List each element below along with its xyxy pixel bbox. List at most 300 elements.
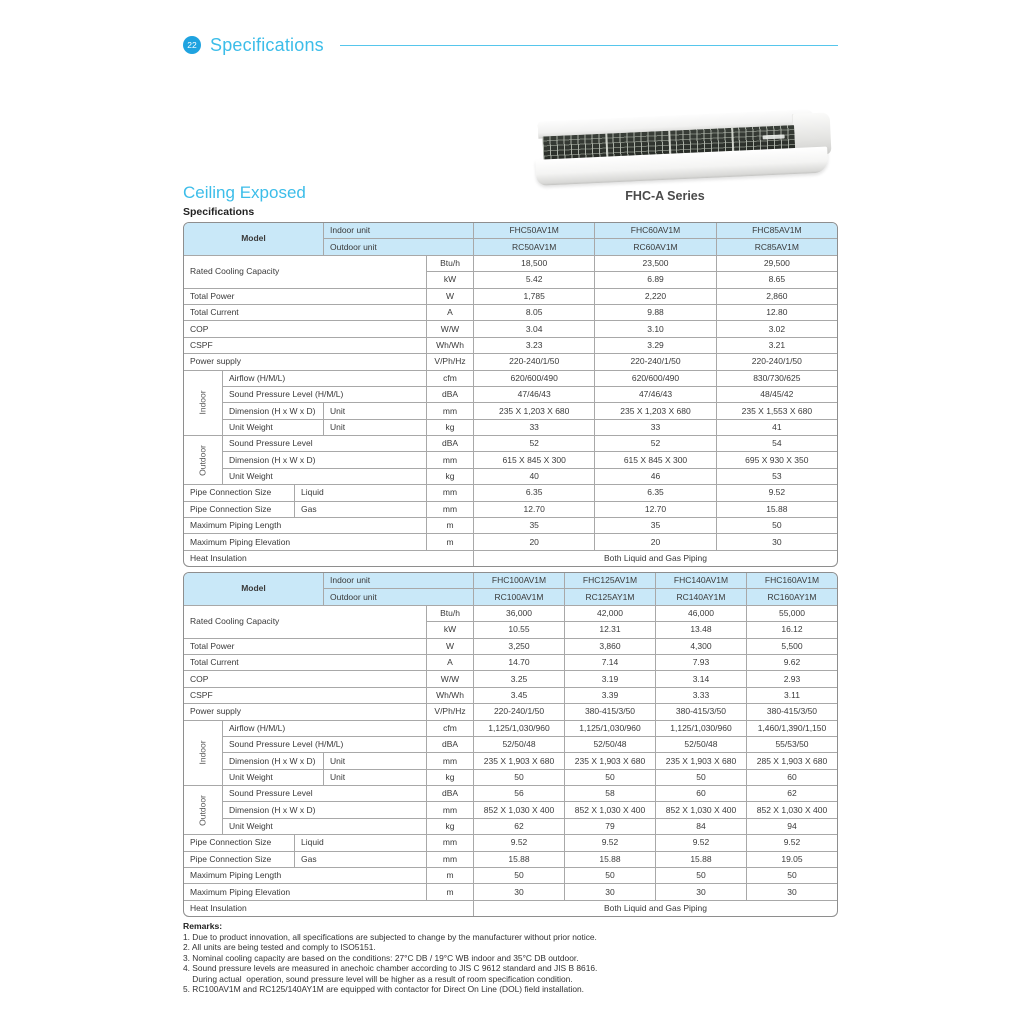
series-label: FHC-A Series (625, 189, 705, 203)
unit-cell: W (427, 638, 474, 654)
value-cell: 50 (565, 868, 656, 884)
table-row (184, 223, 838, 239)
remark-line: 1. Due to product innovation, all specifications are subjected to change by the manufacturer without prior notice. (183, 932, 597, 942)
value-cell: 55/53/50 (746, 736, 837, 752)
indoor-unit-header: Indoor unit (324, 573, 474, 589)
value-cell: 52/50/48 (565, 736, 656, 752)
brand-logo-mark (763, 134, 785, 139)
grille-divider (668, 131, 671, 156)
value-cell: 36,000 (474, 605, 565, 621)
outdoor-model-name: RC140AY1M (655, 589, 746, 605)
group-label: Indoor (197, 390, 208, 415)
row-label: Pipe Connection Size (184, 485, 295, 501)
value-cell: 7.14 (565, 654, 656, 670)
table-row (184, 337, 838, 353)
value-cell: 14.70 (474, 654, 565, 670)
spec-table-large-models (183, 572, 838, 917)
unit-cell: Btu/h (427, 605, 474, 621)
table-row (184, 304, 838, 320)
outdoor-unit-header: Outdoor unit (324, 239, 474, 255)
row-label: Maximum Piping Length (184, 868, 427, 884)
unit-cell: cfm (427, 370, 474, 386)
value-cell: 30 (746, 884, 837, 900)
row-label: Sound Pressure Level (223, 436, 427, 452)
value-cell: 19.05 (746, 851, 837, 867)
group-label-vertical (184, 370, 223, 436)
value-cell: 33 (595, 419, 716, 435)
page-header (183, 33, 840, 57)
value-cell: 23,500 (595, 255, 716, 271)
unit-cell: dBA (427, 386, 474, 402)
unit-cell: Wh/Wh (427, 687, 474, 703)
remarks-title: Remarks: (183, 921, 223, 931)
value-cell: 620/600/490 (474, 370, 595, 386)
value-cell: 9.52 (746, 835, 837, 851)
spec-table (183, 222, 838, 567)
unit-cell: dBA (427, 786, 474, 802)
value-cell: 1,125/1,030/960 (655, 720, 746, 736)
row-label: Rated Cooling Capacity (184, 255, 427, 288)
value-cell: 852 X 1,030 X 400 (746, 802, 837, 818)
value-cell: 50 (746, 868, 837, 884)
table-row (184, 534, 838, 550)
value-cell: 8.05 (474, 304, 595, 320)
row-label: Sound Pressure Level (H/M/L) (223, 736, 427, 752)
unit-cell: mm (427, 802, 474, 818)
value-cell: 3.21 (716, 337, 837, 353)
value-cell: 15.88 (716, 501, 837, 517)
row-sublabel: Unit (324, 769, 427, 785)
value-cell: 3.33 (655, 687, 746, 703)
outdoor-unit-header: Outdoor unit (324, 589, 474, 605)
value-cell: 84 (655, 818, 746, 834)
unit-cell: dBA (427, 736, 474, 752)
value-cell: 1,125/1,030/960 (565, 720, 656, 736)
row-label: Dimension (H x W x D) (223, 802, 427, 818)
value-cell: 12.70 (474, 501, 595, 517)
value-cell: 6.35 (474, 485, 595, 501)
outdoor-model-name: RC100AV1M (474, 589, 565, 605)
table-row (184, 501, 838, 517)
value-cell: 695 X 930 X 350 (716, 452, 837, 468)
unit-cell: mm (427, 501, 474, 517)
unit-cell: Btu/h (427, 255, 474, 271)
page-title: Specifications (210, 34, 324, 55)
group-label: Outdoor (197, 794, 208, 826)
value-cell: 94 (746, 818, 837, 834)
value-cell: 220-240/1/50 (595, 354, 716, 370)
row-sublabel: Gas (295, 851, 427, 867)
indoor-model-name: FHC140AV1M (655, 573, 746, 589)
value-cell: 52 (474, 436, 595, 452)
group-label-vertical (184, 720, 223, 786)
value-cell: 52/50/48 (655, 736, 746, 752)
unit-cell: kg (427, 818, 474, 834)
unit-cell: A (427, 654, 474, 670)
value-cell: 9.52 (565, 835, 656, 851)
unit-cell: V/Ph/Hz (427, 704, 474, 720)
row-label: Dimension (H x W x D) (223, 753, 324, 769)
value-cell: 235 X 1,553 X 680 (716, 403, 837, 419)
table-row (184, 654, 838, 670)
unit-cell: mm (427, 403, 474, 419)
value-cell: 33 (474, 419, 595, 435)
row-label: Total Current (184, 304, 427, 320)
value-cell: 52/50/48 (474, 736, 565, 752)
row-label: Unit Weight (223, 419, 324, 435)
group-label-vertical (184, 436, 223, 485)
row-label: Pipe Connection Size (184, 851, 295, 867)
unit-cell: m (427, 868, 474, 884)
value-cell: 18,500 (474, 255, 595, 271)
table-row (184, 419, 838, 435)
unit-cell: mm (427, 753, 474, 769)
value-cell: 4,300 (655, 638, 746, 654)
remark-line: 5. RC100AV1M and RC125/140AY1M are equipped with contactor for Direct On Line (DOL) field installation. (183, 984, 584, 995)
table-row (184, 468, 838, 484)
unit-cell: cfm (427, 720, 474, 736)
indoor-model-name: FHC60AV1M (595, 223, 716, 239)
product-image (527, 100, 842, 194)
value-cell: 50 (716, 518, 837, 534)
value-cell: 12.70 (595, 501, 716, 517)
table-row (184, 403, 838, 419)
value-cell: 60 (655, 786, 746, 802)
row-label: Airflow (H/M/L) (223, 720, 427, 736)
value-cell: 16.12 (746, 622, 837, 638)
value-cell: 50 (474, 769, 565, 785)
table-row (184, 704, 838, 720)
value-cell: 35 (595, 518, 716, 534)
spec-table-small-models (183, 222, 838, 567)
value-cell: 30 (565, 884, 656, 900)
unit-cell: kW (427, 272, 474, 288)
row-label: CSPF (184, 337, 427, 353)
value-cell: 3.11 (746, 687, 837, 703)
value-cell: 235 X 1,203 X 680 (474, 403, 595, 419)
indoor-model-name: FHC85AV1M (716, 223, 837, 239)
value-cell: 7.93 (655, 654, 746, 670)
value-cell: 47/46/43 (595, 386, 716, 402)
model-header-cell: Model (184, 223, 324, 256)
value-cell: 40 (474, 468, 595, 484)
value-cell: 15.88 (474, 851, 565, 867)
value-cell: 62 (474, 818, 565, 834)
value-cell: 50 (565, 769, 656, 785)
table-row (184, 518, 838, 534)
value-cell: 9.62 (746, 654, 837, 670)
value-cell: 62 (746, 786, 837, 802)
value-cell: 30 (655, 884, 746, 900)
value-cell: 285 X 1,903 X 680 (746, 753, 837, 769)
row-label: Unit Weight (223, 468, 427, 484)
row-label: CSPF (184, 687, 427, 703)
indoor-model-name: FHC160AV1M (746, 573, 837, 589)
value-cell: 220-240/1/50 (716, 354, 837, 370)
indoor-model-name: FHC125AV1M (565, 573, 656, 589)
value-cell: 5,500 (746, 638, 837, 654)
value-cell: 235 X 1,903 X 680 (565, 753, 656, 769)
group-label: Indoor (197, 740, 208, 765)
section-number-badge: 22 (183, 36, 201, 54)
value-cell: 12.31 (565, 622, 656, 638)
table-row (184, 550, 838, 566)
table-row (184, 386, 838, 402)
row-label: Total Power (184, 638, 427, 654)
unit-cell: mm (427, 452, 474, 468)
value-cell: 1,785 (474, 288, 595, 304)
grille-divider (605, 134, 608, 159)
unit-cell: mm (427, 851, 474, 867)
value-cell: 3.19 (565, 671, 656, 687)
table-row (184, 818, 838, 834)
unit-cell: kg (427, 468, 474, 484)
remarks-lines (183, 932, 845, 994)
group-label-vertical (184, 786, 223, 835)
value-cell: 852 X 1,030 X 400 (565, 802, 656, 818)
row-sublabel: Liquid (295, 835, 427, 851)
outdoor-model-name: RC125AY1M (565, 589, 656, 605)
row-label: Heat Insulation (184, 550, 474, 566)
value-cell: 12.80 (716, 304, 837, 320)
row-label: Maximum Piping Elevation (184, 534, 427, 550)
value-cell: 50 (655, 769, 746, 785)
product-area (525, 103, 845, 205)
merged-value-cell: Both Liquid and Gas Piping (474, 550, 838, 566)
value-cell: 3.25 (474, 671, 565, 687)
indoor-model-name: FHC50AV1M (474, 223, 595, 239)
value-cell: 29,500 (716, 255, 837, 271)
value-cell: 41 (716, 419, 837, 435)
value-cell: 3.45 (474, 687, 565, 703)
value-cell: 852 X 1,030 X 400 (655, 802, 746, 818)
value-cell: 56 (474, 786, 565, 802)
row-label: COP (184, 671, 427, 687)
table-row (184, 605, 838, 621)
row-label: Dimension (H x W x D) (223, 403, 324, 419)
value-cell: 30 (474, 884, 565, 900)
value-cell: 3.04 (474, 321, 595, 337)
row-label: Sound Pressure Level (223, 786, 427, 802)
row-label: Maximum Piping Elevation (184, 884, 427, 900)
value-cell: 46,000 (655, 605, 746, 621)
value-cell: 60 (746, 769, 837, 785)
row-label: Pipe Connection Size (184, 835, 295, 851)
table-row (184, 638, 838, 654)
table-row (184, 573, 838, 589)
value-cell: 235 X 1,903 X 680 (474, 753, 565, 769)
row-label: COP (184, 321, 427, 337)
unit-cell: V/Ph/Hz (427, 354, 474, 370)
value-cell: 46 (595, 468, 716, 484)
value-cell: 615 X 845 X 300 (595, 452, 716, 468)
table-row (184, 687, 838, 703)
row-sublabel: Unit (324, 753, 427, 769)
value-cell: 55,000 (746, 605, 837, 621)
row-label: Sound Pressure Level (H/M/L) (223, 386, 427, 402)
value-cell: 3.14 (655, 671, 746, 687)
row-label: Power supply (184, 354, 427, 370)
value-cell: 2,860 (716, 288, 837, 304)
value-cell: 6.89 (595, 272, 716, 288)
remark-line: During actual operation, sound pressure level will be higher as a result of room specification condition. (183, 973, 573, 984)
value-cell: 620/600/490 (595, 370, 716, 386)
value-cell: 3.29 (595, 337, 716, 353)
row-label: Power supply (184, 704, 427, 720)
table-row (184, 769, 838, 785)
unit-cell: mm (427, 485, 474, 501)
value-cell: 20 (595, 534, 716, 550)
table-row (184, 436, 838, 452)
indoor-model-name: FHC100AV1M (474, 573, 565, 589)
row-label: Total Current (184, 654, 427, 670)
table-row (184, 485, 838, 501)
row-label: Pipe Connection Size (184, 501, 295, 517)
unit-cell: A (427, 304, 474, 320)
value-cell: 50 (474, 868, 565, 884)
row-sublabel: Gas (295, 501, 427, 517)
value-cell: 53 (716, 468, 837, 484)
value-cell: 3,250 (474, 638, 565, 654)
table-row (184, 786, 838, 802)
table-row (184, 802, 838, 818)
value-cell: 3.10 (595, 321, 716, 337)
remarks (183, 921, 845, 994)
grille-divider (731, 128, 734, 153)
section-subtitle: Specifications (183, 206, 255, 218)
table-row (184, 452, 838, 468)
outdoor-model-name: RC50AV1M (474, 239, 595, 255)
unit-cell: kg (427, 769, 474, 785)
table-row (184, 370, 838, 386)
value-cell: 830/730/625 (716, 370, 837, 386)
row-label: Dimension (H x W x D) (223, 452, 427, 468)
value-cell: 42,000 (565, 605, 656, 621)
spec-table (183, 572, 838, 917)
unit-cell: dBA (427, 436, 474, 452)
value-cell: 15.88 (655, 851, 746, 867)
value-cell: 3.39 (565, 687, 656, 703)
unit-cell: kW (427, 622, 474, 638)
value-cell: 9.52 (474, 835, 565, 851)
table-row (184, 720, 838, 736)
value-cell: 380-415/3/50 (746, 704, 837, 720)
value-cell: 15.88 (565, 851, 656, 867)
value-cell: 1,125/1,030/960 (474, 720, 565, 736)
value-cell: 58 (565, 786, 656, 802)
table-row (184, 671, 838, 687)
unit-cell: W (427, 288, 474, 304)
unit-cell: m (427, 534, 474, 550)
outdoor-model-name: RC85AV1M (716, 239, 837, 255)
unit-cell: W/W (427, 321, 474, 337)
remark-line: 3. Nominal cooling capacity are based on the conditions: 27°C DB / 19°C WB indoor and 35°C DB outdoor. (183, 952, 579, 963)
merged-value-cell: Both Liquid and Gas Piping (474, 900, 838, 916)
value-cell: 852 X 1,030 X 400 (474, 802, 565, 818)
section-heading (183, 183, 306, 218)
value-cell: 8.65 (716, 272, 837, 288)
row-sublabel: Liquid (295, 485, 427, 501)
value-cell: 220-240/1/50 (474, 354, 595, 370)
table-row (184, 321, 838, 337)
value-cell: 10.55 (474, 622, 565, 638)
value-cell: 380-415/3/50 (565, 704, 656, 720)
table-row (184, 851, 838, 867)
table-row (184, 868, 838, 884)
value-cell: 20 (474, 534, 595, 550)
unit-cell: kg (427, 419, 474, 435)
table-row (184, 354, 838, 370)
value-cell: 3,860 (565, 638, 656, 654)
value-cell: 35 (474, 518, 595, 534)
table-row (184, 255, 838, 271)
outdoor-model-name: RC160AY1M (746, 589, 837, 605)
unit-cell: m (427, 518, 474, 534)
value-cell: 9.88 (595, 304, 716, 320)
value-cell: 1,460/1,390/1,150 (746, 720, 837, 736)
remark-line: 2. All units are being tested and comply to ISO5151. (183, 942, 376, 953)
table-row (184, 753, 838, 769)
value-cell: 48/45/42 (716, 386, 837, 402)
table-row (184, 288, 838, 304)
row-label: Total Power (184, 288, 427, 304)
row-sublabel: Unit (324, 403, 427, 419)
outdoor-model-name: RC60AV1M (595, 239, 716, 255)
header-rule (340, 45, 838, 46)
row-label: Maximum Piping Length (184, 518, 427, 534)
value-cell: 2,220 (595, 288, 716, 304)
value-cell: 5.42 (474, 272, 595, 288)
row-label: Unit Weight (223, 818, 427, 834)
table-row (184, 884, 838, 900)
table-row (184, 835, 838, 851)
model-header-cell: Model (184, 573, 324, 606)
value-cell: 30 (716, 534, 837, 550)
value-cell: 3.23 (474, 337, 595, 353)
unit-cell: mm (427, 835, 474, 851)
row-label: Unit Weight (223, 769, 324, 785)
row-label: Heat Insulation (184, 900, 474, 916)
group-label: Outdoor (197, 444, 208, 476)
value-cell: 615 X 845 X 300 (474, 452, 595, 468)
value-cell: 13.48 (655, 622, 746, 638)
unit-cell: Wh/Wh (427, 337, 474, 353)
value-cell: 3.02 (716, 321, 837, 337)
value-cell: 54 (716, 436, 837, 452)
value-cell: 6.35 (595, 485, 716, 501)
indoor-unit-header: Indoor unit (324, 223, 474, 239)
value-cell: 235 X 1,203 X 680 (595, 403, 716, 419)
row-label: Rated Cooling Capacity (184, 605, 427, 638)
value-cell: 2.93 (746, 671, 837, 687)
row-sublabel: Unit (324, 419, 427, 435)
row-label: Airflow (H/M/L) (223, 370, 427, 386)
value-cell: 50 (655, 868, 746, 884)
remark-line: 4. Sound pressure levels are measured in anechoic chamber according to JIS C 9612 standard and JIS B 8616. (183, 963, 598, 974)
section-title: Ceiling Exposed (183, 183, 306, 202)
value-cell: 47/46/43 (474, 386, 595, 402)
table-row (184, 900, 838, 916)
value-cell: 380-415/3/50 (655, 704, 746, 720)
value-cell: 79 (565, 818, 656, 834)
value-cell: 235 X 1,903 X 680 (655, 753, 746, 769)
value-cell: 9.52 (655, 835, 746, 851)
unit-cell: m (427, 884, 474, 900)
value-cell: 52 (595, 436, 716, 452)
table-row (184, 736, 838, 752)
value-cell: 9.52 (716, 485, 837, 501)
unit-cell: W/W (427, 671, 474, 687)
